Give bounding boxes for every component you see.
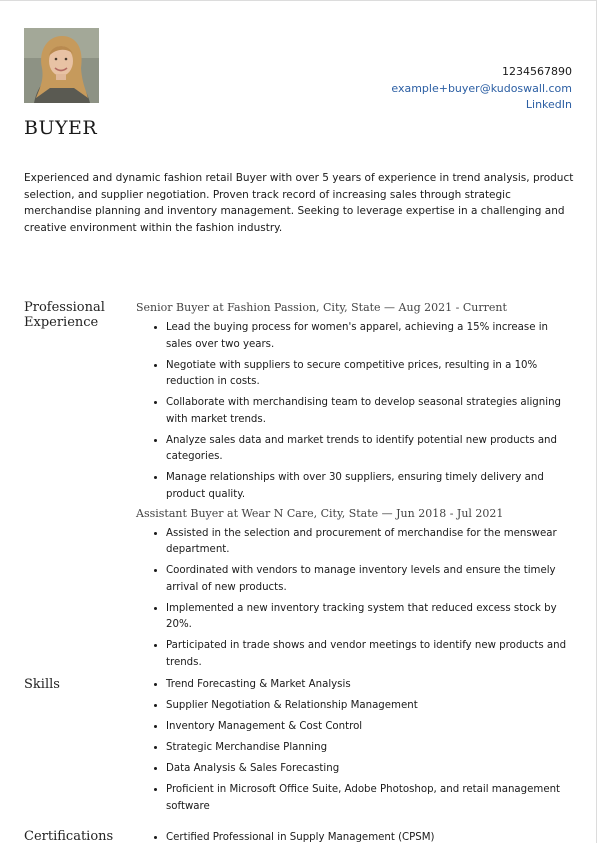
skills-section (136, 677, 576, 820)
list-item: • Inventory Management & Cost Control (166, 719, 576, 736)
list-item: • Certified Professional in Supply Management (CPSM) (166, 830, 576, 847)
profile-photo (24, 28, 99, 103)
certifications-list (136, 830, 576, 847)
list-item: • Strategic Merchandise Planning (166, 740, 576, 757)
list-item: • Coordinated with vendors to manage inventory levels and ensure the timely arrival of new products. (166, 563, 576, 596)
contact-block (391, 64, 572, 114)
list-item: • Implemented a new inventory tracking system that reduced excess stock by 20%. (166, 601, 576, 634)
job-title: Assistant Buyer at Wear N Care, City, State — Jun 2018 - Jul 2021 (136, 506, 504, 520)
list-item: • Manage relationships with over 30 suppliers, ensuring timely delivery and product quality. (166, 470, 576, 503)
list-item: • Participated in trade shows and vendor meetings to identify new products and trends. (166, 638, 576, 671)
list-item: • Supplier Negotiation & Relationship Management (166, 698, 576, 715)
job-bullets (136, 320, 576, 503)
list-item: • Proficient in Microsoft Office Suite, Adobe Photoshop, and retail management software (166, 782, 576, 815)
list-item: • Assisted in the selection and procurement of merchandise for the menswear department. (166, 526, 576, 559)
list-item: • Collaborate with merchandising team to develop seasonal strategies aligning with market trends. (166, 395, 576, 428)
job-title: Senior Buyer at Fashion Passion, City, State — Aug 2021 - Current (136, 301, 507, 314)
email-link[interactable]: example+buyer@kudoswall.com (391, 81, 572, 95)
list-item: • Analyze sales data and market trends to identify potential new products and categories. (166, 433, 576, 466)
list-item: • Lead the buying process for women's apparel, achieving a 15% increase in sales over two years. (166, 320, 576, 353)
candidate-name: BUYER (24, 117, 98, 139)
certifications-section (136, 830, 576, 851)
job-bullets (136, 526, 576, 672)
summary-paragraph: Experienced and dynamic fashion retail Buyer with over 5 years of experience in trend analysis, product selection, and supplier negotiation. Proven track record of increasing sales through strategic merchandise planning and inventory management. Seeking to leverage expertise in a challenging and creative environment within the fashion industry. (24, 172, 574, 234)
list-item: • Negotiate with suppliers to secure competitive prices, resulting in a 10% reduction in costs. (166, 358, 576, 391)
skills-list (136, 677, 576, 815)
linkedin-link[interactable]: LinkedIn (525, 98, 572, 111)
list-item: • Data Analysis & Sales Forecasting (166, 761, 576, 778)
skills-heading: Skills (24, 677, 60, 692)
experience-heading: Professional Experience (24, 300, 105, 330)
list-item: • Trend Forecasting & Market Analysis (166, 677, 576, 694)
certifications-heading: Certifications (24, 829, 114, 844)
phone-number: 1234567890 (502, 65, 572, 78)
experience-section (136, 301, 576, 676)
